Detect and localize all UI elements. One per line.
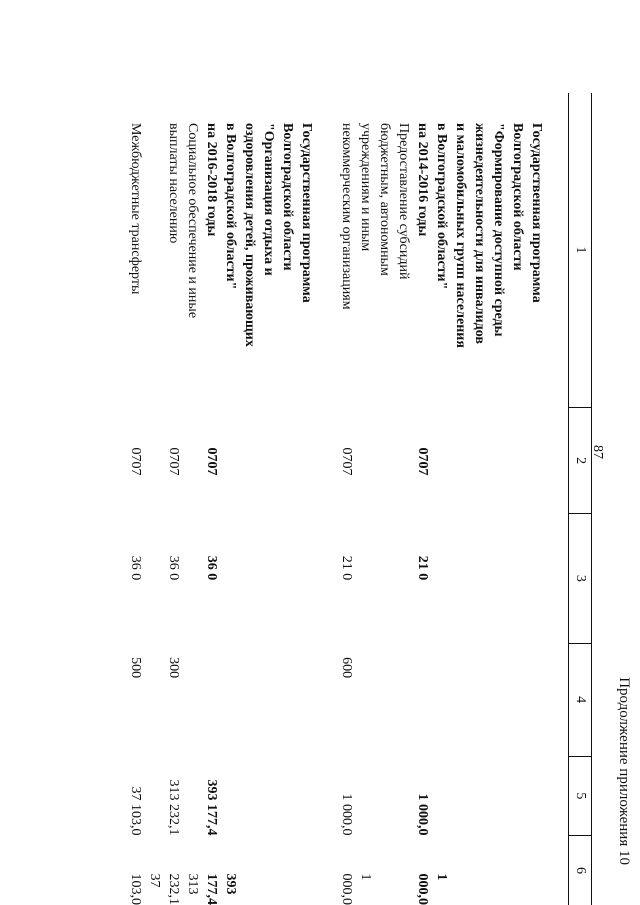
expense-type-cell bbox=[413, 643, 569, 756]
row-name-line: на 2016-2018 годы bbox=[204, 123, 219, 237]
row-name-line: учреждениям и иным bbox=[358, 123, 373, 252]
table-header-row bbox=[569, 93, 592, 905]
row-name-cell bbox=[337, 93, 413, 407]
table-row bbox=[202, 93, 316, 905]
table-row bbox=[126, 93, 164, 905]
row-name-line: "Формирование доступной среды bbox=[491, 123, 506, 337]
row-name-cell bbox=[202, 93, 316, 407]
table-row bbox=[337, 93, 413, 905]
column-header: 6 bbox=[569, 836, 592, 905]
section-code-cell: 0707 bbox=[166, 447, 181, 476]
table-row bbox=[164, 93, 202, 905]
row-name-cell bbox=[164, 93, 202, 407]
column-header: 1 bbox=[569, 93, 592, 407]
spacer-row bbox=[316, 93, 337, 905]
row-name-line: в Волгоградской области" bbox=[223, 123, 238, 290]
row-name-line: Социальное обеспечение и иные bbox=[185, 123, 200, 319]
expense-type-cell: 600 bbox=[339, 657, 354, 679]
row-name-line: Межбюджетные трансферты bbox=[128, 123, 143, 295]
row-name-line: бюджетным, автономным bbox=[377, 123, 392, 276]
row-name-line: и маломобильных групп населения bbox=[453, 123, 468, 348]
section-code-cell: 0707 bbox=[339, 447, 354, 476]
row-name-cell bbox=[126, 93, 164, 407]
amount-col6-cell: 1 000,0 bbox=[415, 873, 449, 905]
column-header: 3 bbox=[569, 514, 592, 643]
budget-table bbox=[126, 93, 592, 905]
row-name-line: Государственная программа bbox=[299, 123, 314, 303]
amount-col5-cell: 1 000,0 bbox=[415, 793, 430, 836]
expense-type-cell: 300 bbox=[166, 657, 181, 679]
row-name-line: на 2014-2016 годы bbox=[415, 123, 430, 237]
row-name-line: выплаты населению bbox=[166, 123, 181, 244]
expense-type-cell bbox=[202, 643, 316, 756]
row-name-line: Волгоградской области bbox=[280, 123, 295, 271]
table-body bbox=[126, 93, 569, 905]
table-row bbox=[413, 93, 569, 905]
amount-col5-cell: 1 000,0 bbox=[339, 793, 354, 836]
column-header: 5 bbox=[569, 756, 592, 835]
section-code-cell: 0707 bbox=[415, 447, 430, 476]
amount-col5-cell: 313 232,1 bbox=[166, 779, 181, 836]
row-name-line: жизнедеятельности для инвалидов bbox=[472, 123, 487, 344]
section-code-cell: 0707 bbox=[128, 447, 143, 476]
amount-col6-cell: 393 177,4 bbox=[204, 873, 238, 905]
row-name-line: "Организация отдыха и bbox=[261, 123, 276, 276]
target-article-cell: 36 0 bbox=[128, 555, 143, 581]
target-article-cell: 21 0 bbox=[339, 555, 354, 581]
column-header: 4 bbox=[569, 643, 592, 756]
column-header: 2 bbox=[569, 407, 592, 513]
amount-col5-cell: 393 177,4 bbox=[204, 779, 219, 836]
amount-col6-cell: 1 000,0 bbox=[339, 873, 373, 905]
amount-col6-cell: 313 232,1 bbox=[166, 873, 200, 905]
page-number: 87 bbox=[590, 445, 605, 459]
expense-type-cell: 500 bbox=[128, 657, 143, 679]
row-name-line: в Волгоградской области" bbox=[434, 123, 449, 290]
row-name-line: оздоровления детей, проживающих bbox=[242, 123, 257, 347]
target-article-cell: 36 0 bbox=[204, 555, 219, 581]
target-article-cell: 21 0 bbox=[415, 555, 430, 581]
row-name-cell bbox=[413, 93, 569, 407]
row-name-line: Волгоградской области bbox=[510, 123, 525, 271]
annex-title: Продолжение приложения 10 bbox=[616, 677, 632, 865]
row-name-line: некоммерческим организациям bbox=[339, 123, 354, 310]
row-name-line: Государственная программа bbox=[529, 123, 544, 303]
target-article-cell: 36 0 bbox=[166, 555, 181, 581]
row-name-line: Предоставление субсидий bbox=[396, 123, 411, 280]
amount-col5-cell: 37 103,0 bbox=[128, 786, 143, 836]
amount-col6-cell: 37 103,0 bbox=[128, 873, 162, 905]
section-code-cell: 0707 bbox=[204, 447, 219, 476]
